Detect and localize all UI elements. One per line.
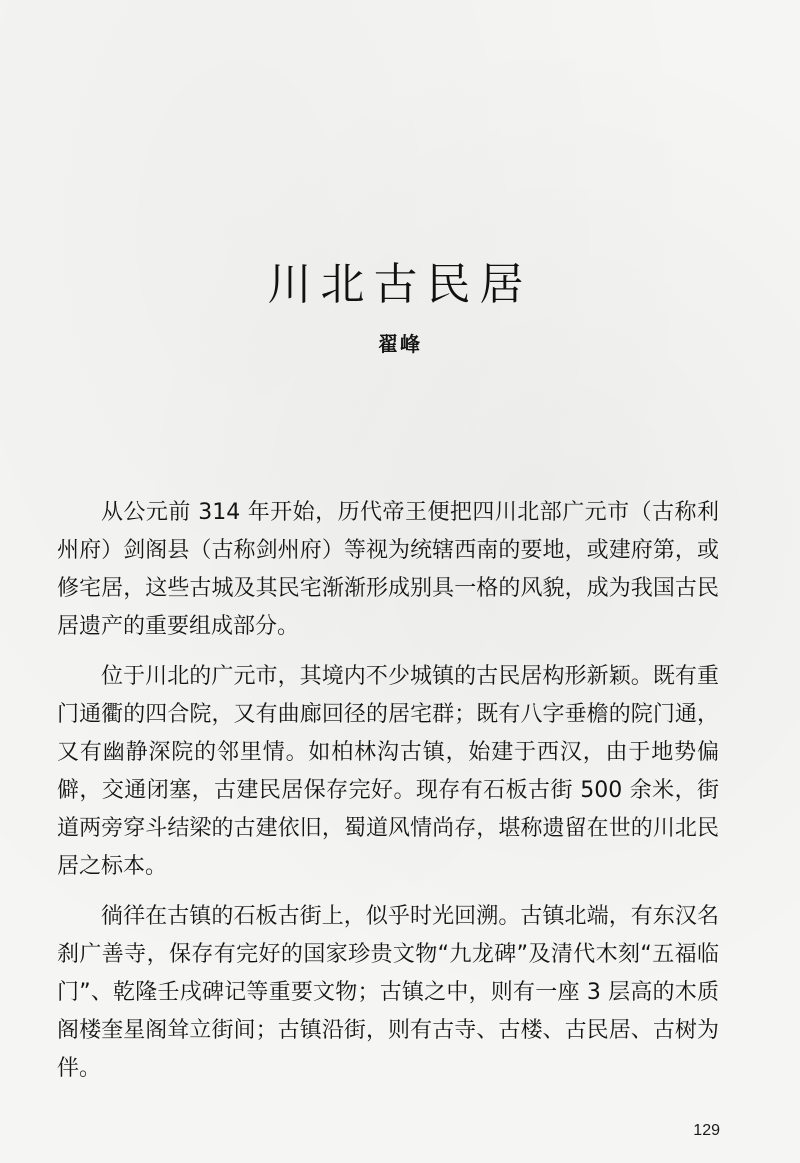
article-title: 川北古民居	[267, 259, 533, 311]
paragraph-1: 从公元前 314 年开始，历代帝王便把四川北部广元市（古称利州府）剑阁县（古称剑州府）等视为统辖西南的要地，或建府第，或修宅居，这些古城及其民宅渐渐形成别具一格的风貌，成为我国古民居遗产的重要组成部分。	[57, 500, 719, 639]
article-author: 翟峰	[378, 332, 422, 356]
page-number: 129	[693, 1122, 720, 1139]
article-body	[57, 494, 719, 1100]
paragraph-2: 位于川北的广元市，其境内不少城镇的古民居构形新颖。既有重门通衢的四合院，又有曲廊回径的居宅群；既有八字垂檐的院门通，又有幽静深院的邻里情。如柏林沟古镇，始建于西汉，由于地势偏僻，交通闭塞，古建民居保存完好。现存有石板古街 500 余米，街道两旁穿斗结梁的古建依旧，蜀道风情尚存，堪称遗留在世的川北民居之标本。	[57, 664, 719, 879]
paragraph-3: 徜徉在古镇的石板古街上，似乎时光回溯。古镇北端，有东汉名刹广善寺，保存有完好的国家珍贵文物“九龙碑”及清代木刻“五福临门”、乾隆壬戌碑记等重要文物；古镇之中，则有一座 3 层高的木质阁楼奎星阁耸立街间；古镇沿街，则有古寺、古楼、古民居、古树为伴。	[57, 904, 719, 1081]
